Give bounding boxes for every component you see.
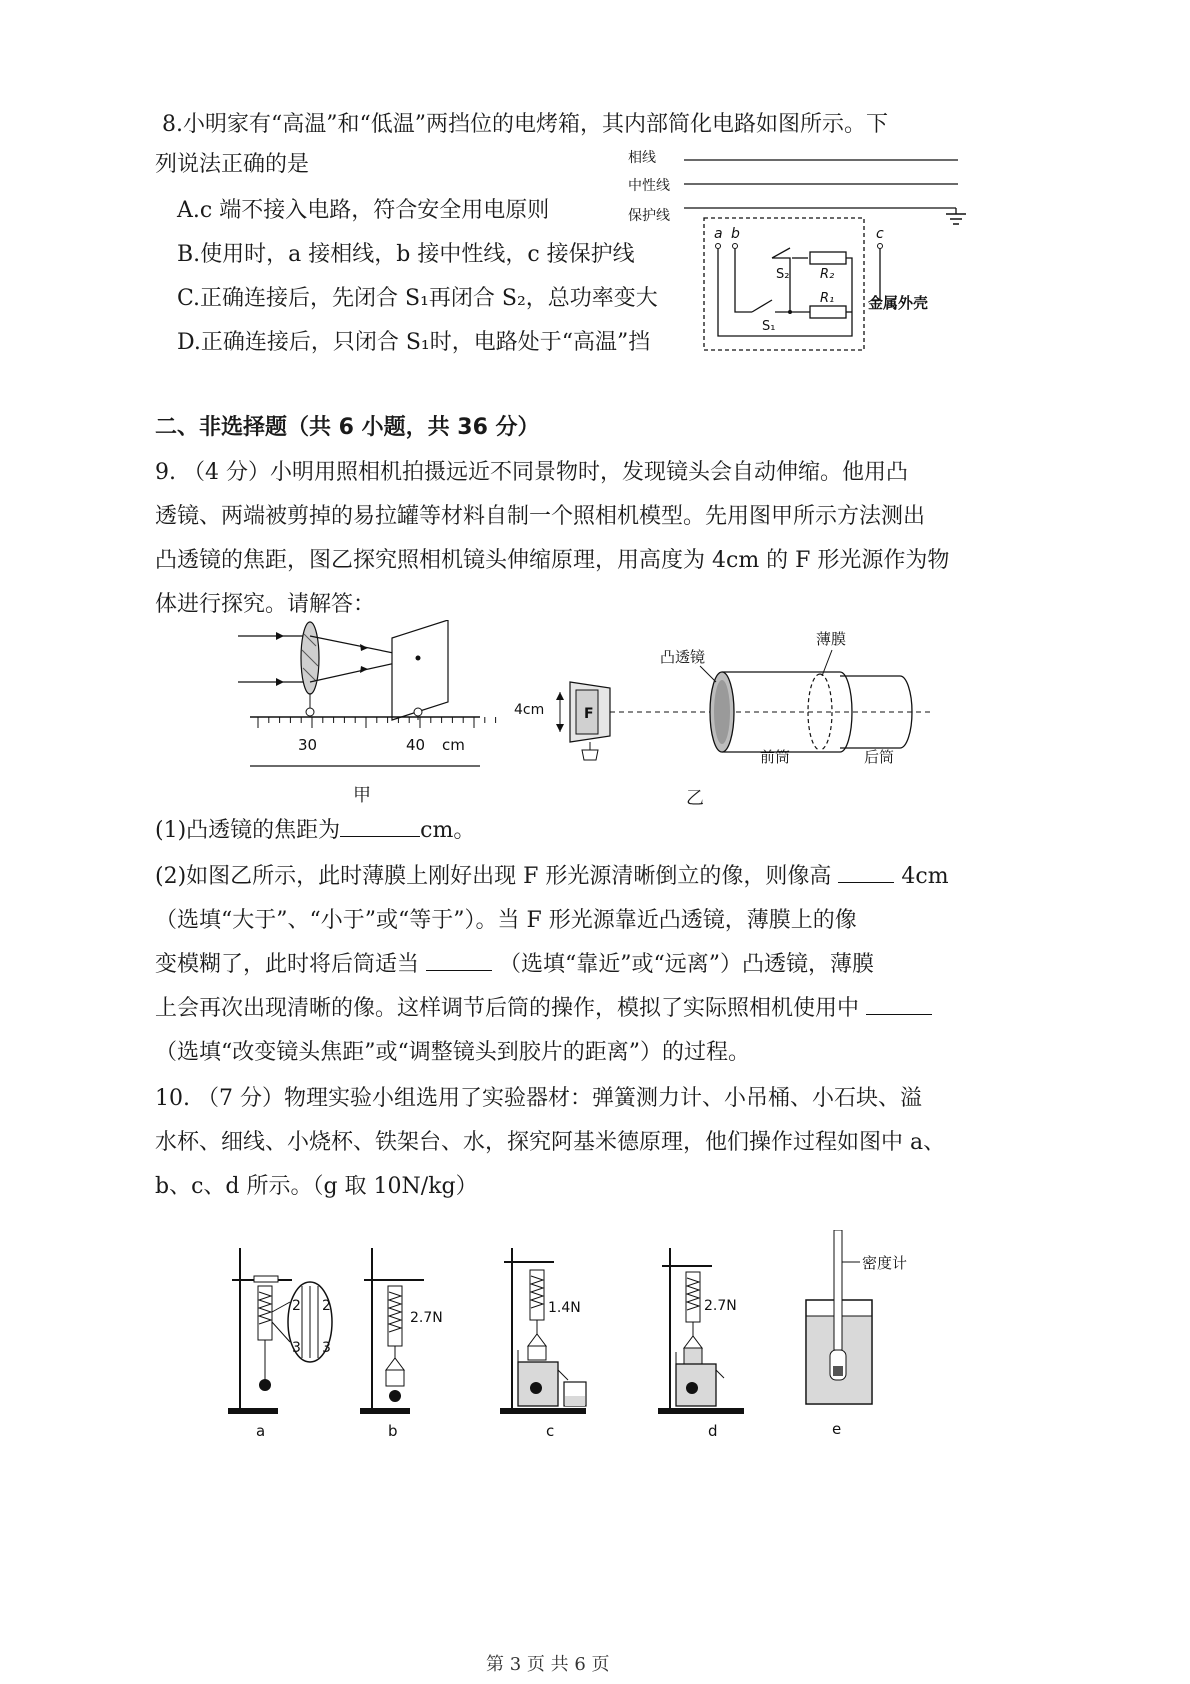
q9-sub2-text3a: 变模糊了，此时将后筒适当 [155,952,420,977]
q8-stem-line2: 列说法正确的是 [155,152,310,177]
q8-option-d: D.正确连接后，只闭合 S₁时，电路处于“高温”挡 [177,330,651,355]
q8-option-a: A.c 端不接入电路，符合安全用电原则 [177,198,550,223]
q10-experiment-figures [210,1230,930,1445]
q10-stem-line1: 10. （7 分）物理实验小组选用了实验器材：弹簧测力计、小吊桶、小石块、溢 [155,1086,922,1111]
zoom-mark-3-left: 3 [292,1340,301,1356]
scale-tick-40: 40 [406,736,426,754]
scale-unit: cm [442,736,465,754]
figure-a [228,1248,332,1440]
q10-stem-line3: b、c、d 所示。（g 取 10N/kg） [155,1174,478,1199]
figure-e-label: e [832,1420,842,1438]
figure-c [500,1248,586,1440]
zoom-mark-3-right: 3 [322,1340,331,1356]
q9-sub2-line5: （选填“改变镜头焦距”或“调整镜头到胶片的距离”）的过程。 [155,1040,750,1065]
q9-stem-line2: 透镜、两端被剪掉的易拉罐等材料自制一个照相机模型。先用图甲所示方法测出 [155,504,926,529]
figure-d [658,1248,744,1440]
figure-jia-caption: 甲 [353,785,371,806]
figure-c-label: c [546,1422,555,1440]
q10-stem-line2: 水杯、细线、小烧杯、铁架台、水，探究阿基米德原理，他们操作过程如图中 a、 [155,1130,946,1155]
figure-yi-caption: 乙 [686,788,704,809]
q9-sub1 [155,816,475,846]
q9-sub2-line4 [155,994,932,1024]
figure-d-label: d [708,1422,718,1440]
figure-b [360,1248,443,1440]
ground-wire-label: 保护线 [628,208,670,224]
resistor-r2-label: R₂ [820,267,835,282]
terminal-a: a [714,226,723,242]
switch-s1-label: S₁ [762,319,776,334]
front-tube-label: 前筒 [760,748,791,766]
q9-sub1-answer-blank[interactable] [340,816,420,837]
figure-d-reading: 2.7N [704,1298,737,1314]
metal-shell-label: 金属外壳 [868,294,929,312]
switch-s2-label: S₂ [776,267,790,282]
zoom-mark-2-right: 2 [322,1298,331,1314]
q9-stem-line3: 凸透镜的焦距，图乙探究照相机镜头伸缩原理，用高度为 4cm 的 F 形光源作为物 [155,548,950,573]
section-2-title: 二、非选择题（共 6 小题，共 36 分） [155,415,540,440]
q9-sub2-blank2[interactable] [426,950,492,971]
q9-sub2-line1 [155,862,949,892]
q9-sub2-line2: （选填“大于”、“小于”或“等于”）。当 F 形光源靠近凸透镜，薄膜上的像 [155,908,857,933]
figure-a-label: a [256,1422,266,1440]
svg-text:F: F [584,706,594,722]
q9-sub2-text4: 上会再次出现清晰的像。这样调节后筒的操作，模拟了实际照相机使用中 [155,996,860,1021]
terminal-b: b [731,226,740,242]
resistor-r1-label: R₁ [820,291,835,306]
q9-sub2-blank3[interactable] [866,994,932,1015]
q8-option-b: B.使用时，a 接相线，b 接中性线，c 接保护线 [177,242,635,267]
zoom-mark-2-left: 2 [292,1298,301,1314]
q8-stem-line1: 8.小明家有“高温”和“低温”两挡位的电烤箱，其内部简化电路如图所示。下 [162,112,888,137]
scale-tick-30: 30 [298,736,318,754]
q8-circuit-diagram [620,140,980,360]
q9-sub2-text3b: （选填“靠近”或“远离”）凸透镜，薄膜 [499,952,875,977]
q9-sub2-blank1[interactable] [838,862,894,883]
q9-figure-yi [510,620,940,770]
q9-stem-line4: 体进行探究。请解答： [155,592,376,617]
convex-lens-label: 凸透镜 [660,648,706,666]
film-label: 薄膜 [816,630,847,648]
q9-sub2-line3 [155,950,874,980]
figure-b-reading: 2.7N [410,1310,443,1326]
neutral-wire-label: 中性线 [628,178,670,194]
q9-figure-jia [230,620,500,770]
light-height-label: 4cm [514,702,545,718]
figure-e [806,1230,907,1438]
q8-option-c: C.正确连接后，先闭合 S₁再闭合 S₂，总功率变大 [177,286,658,311]
q9-sub1-unit: cm。 [420,818,476,843]
back-tube-label: 后筒 [864,748,895,766]
live-wire-label: 相线 [628,150,656,166]
q9-stem-line1: 9. （4 分）小明用照相机拍摄远近不同景物时，发现镜头会自动伸缩。他用凸 [155,460,908,485]
figure-c-reading: 1.4N [548,1300,581,1316]
hydrometer-label: 密度计 [862,1254,908,1272]
figure-b-label: b [388,1422,398,1440]
q9-sub2-text1: (2)如图乙所示，此时薄膜上刚好出现 F 形光源清晰倒立的像，则像高 [155,864,832,889]
q9-sub2-text1b: 4cm [901,864,949,889]
q9-sub1-text: (1)凸透镜的焦距为 [155,818,341,843]
terminal-c: c [876,226,884,242]
page-footer: 第 3 页 共 6 页 [486,1654,610,1675]
